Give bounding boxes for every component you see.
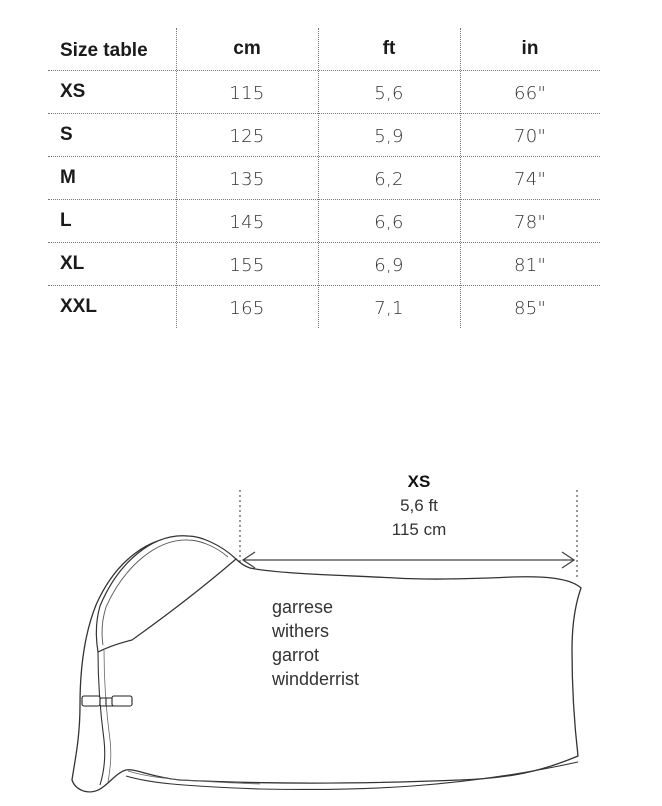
in-value: 85" xyxy=(513,297,547,319)
withers-term: withers xyxy=(272,621,330,641)
table-header-in: in xyxy=(521,38,539,59)
cm-value: 135 xyxy=(229,168,265,190)
ft-value: 6,9 xyxy=(374,254,404,276)
cm-value: 145 xyxy=(229,211,265,233)
length-arrow xyxy=(243,552,574,568)
size-label-xs: XS xyxy=(60,81,86,102)
size-label-l: L xyxy=(60,210,72,231)
size-label-xl: XL xyxy=(60,253,85,274)
front-buckle-icon xyxy=(82,696,132,706)
diagram-length-cm: 115 cm xyxy=(391,520,447,539)
cm-value: 115 xyxy=(229,82,265,104)
size-table xyxy=(48,28,600,328)
cm-value: 165 xyxy=(229,297,265,319)
ft-value: 5,9 xyxy=(374,125,404,147)
in-value: 66" xyxy=(513,82,547,104)
withers-term: garrese xyxy=(272,597,334,617)
cm-value: 125 xyxy=(229,125,265,147)
measurement-diagram xyxy=(0,440,662,806)
in-value: 78" xyxy=(513,211,547,233)
table-header-size: Size table xyxy=(60,40,148,61)
ft-value: 7,1 xyxy=(374,297,404,319)
ft-value: 6,6 xyxy=(374,211,404,233)
withers-term: garrot xyxy=(272,645,320,665)
diagram-size-label: XS xyxy=(407,472,431,491)
in-value: 81" xyxy=(513,254,547,276)
cm-value: 155 xyxy=(229,254,265,276)
table-header-ft: ft xyxy=(382,38,396,59)
in-value: 74" xyxy=(513,168,547,190)
horse-rug-illustration xyxy=(0,440,662,806)
size-label-s: S xyxy=(60,124,73,145)
table-header-cm: cm xyxy=(233,38,261,59)
size-label-xxl: XXL xyxy=(60,296,97,317)
diagram-length-ft: 5,6 ft xyxy=(400,496,438,515)
size-label-m: M xyxy=(60,167,76,188)
ft-value: 6,2 xyxy=(374,168,404,190)
ft-value: 5,6 xyxy=(374,82,404,104)
in-value: 70" xyxy=(513,125,547,147)
withers-term: windderrist xyxy=(272,669,360,689)
